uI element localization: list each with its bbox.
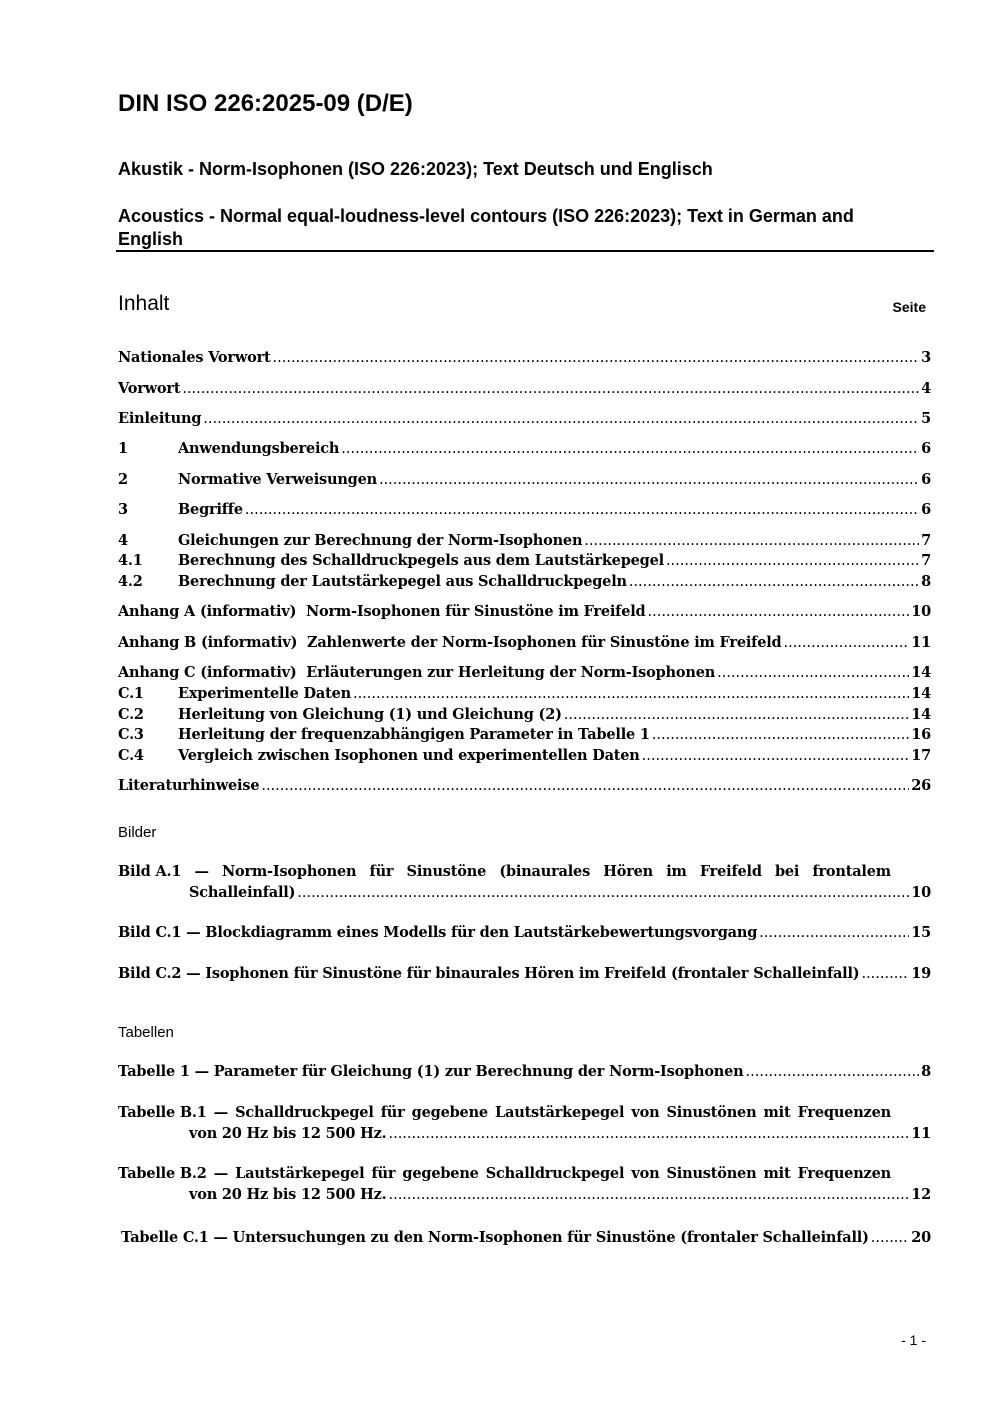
table-entry[interactable] bbox=[121, 1227, 931, 1248]
leader-dots bbox=[388, 1185, 909, 1206]
toc-entry-text: Anwendungsbereich bbox=[178, 440, 340, 457]
figure-entry[interactable] bbox=[118, 963, 931, 984]
word: (binaurales bbox=[499, 863, 591, 880]
word: Frequenzen bbox=[797, 1104, 891, 1121]
toc-entry-text: Gleichungen zur Berechnung der Norm-Isophonen bbox=[178, 532, 583, 549]
toc-entry-page: 14 bbox=[911, 706, 931, 723]
word: Frequenzen bbox=[797, 1165, 891, 1182]
word: gegebene bbox=[411, 1104, 488, 1121]
toc-entry-text: Berechnung des Schalldruckpegels aus dem Lautstärkepegel bbox=[178, 552, 664, 569]
toc-entry-text: von 20 Hz bis 12 500 Hz. bbox=[189, 1125, 387, 1142]
table-entry[interactable] bbox=[118, 1163, 931, 1206]
toc-entry-page: 5 bbox=[921, 410, 931, 427]
toc-entry[interactable] bbox=[118, 745, 931, 766]
leader-dots bbox=[273, 348, 920, 369]
word: Lautstärkepegel bbox=[495, 1104, 625, 1121]
toc-entry[interactable] bbox=[118, 662, 931, 683]
leader-dots bbox=[629, 572, 919, 593]
toc-entry-page: 6 bbox=[921, 501, 931, 518]
word: Schalldruckpegel bbox=[235, 1104, 374, 1121]
toc-entry-number: 4.2 bbox=[118, 573, 143, 590]
toc-entry[interactable] bbox=[118, 530, 931, 551]
leader-dots bbox=[759, 923, 909, 944]
toc-entry-page: 20 bbox=[911, 1229, 931, 1246]
leader-dots bbox=[297, 883, 909, 904]
toc-entry-number: 4.1 bbox=[118, 552, 143, 569]
toc-entry-number: C.2 bbox=[118, 706, 144, 723]
leader-dots bbox=[871, 1228, 909, 1249]
word: mit bbox=[763, 1104, 791, 1121]
leader-dots bbox=[648, 602, 910, 623]
toc-entry-text: Schalleinfall) bbox=[189, 884, 296, 901]
toc-entry-page: 3 bbox=[921, 349, 931, 366]
toc-entry[interactable] bbox=[118, 601, 931, 622]
toc-entry-page: 11 bbox=[911, 634, 931, 651]
entry-line-1 bbox=[118, 1102, 931, 1123]
leader-dots bbox=[746, 1062, 920, 1083]
word: für bbox=[371, 1165, 396, 1182]
toc-entry-text: Bild C.1 — Blockdiagramm eines Modells für den Lautstärkebewertungsvorgang bbox=[118, 924, 758, 941]
toc-entry-page: 17 bbox=[911, 747, 931, 764]
toc-entry-text: Herleitung der frequenzabhängigen Parameter in Tabelle 1 bbox=[178, 726, 650, 743]
title-english: Acoustics - Normal equal-loudness-level contours (ISO 226:2023); Text in German and English bbox=[118, 206, 854, 249]
toc-entry[interactable] bbox=[118, 550, 931, 571]
leader-dots bbox=[379, 470, 919, 491]
toc-entry-number: 3 bbox=[118, 501, 128, 518]
leader-dots bbox=[182, 379, 919, 400]
toc-entry-page: 7 bbox=[921, 552, 931, 569]
leader-dots bbox=[341, 439, 919, 460]
table-entry[interactable] bbox=[118, 1061, 931, 1082]
toc-entry-text: Anhang B (informativ) Zahlenwerte der Norm-Isophonen für Sinustöne im Freifeld bbox=[118, 634, 782, 651]
toc-entry-text: Literaturhinweise bbox=[118, 777, 260, 794]
word: gegebene bbox=[402, 1165, 479, 1182]
toc-entry-text: Experimentelle Daten bbox=[178, 685, 351, 702]
toc-entry[interactable] bbox=[118, 775, 931, 796]
toc-entry-page: 14 bbox=[911, 664, 931, 681]
toc-entry-text: Tabelle C.1 — Untersuchungen zu den Norm-Isophonen für Sinustöne (frontaler Schalleinfall) bbox=[121, 1229, 869, 1246]
figures-section-label: Bilder bbox=[118, 824, 157, 841]
word: im bbox=[666, 863, 687, 880]
document-title: DIN ISO 226:2025-09 (D/E) bbox=[118, 90, 413, 117]
leader-dots bbox=[203, 409, 919, 430]
toc-entry[interactable] bbox=[118, 347, 931, 368]
word: von bbox=[631, 1104, 660, 1121]
word: — bbox=[194, 863, 209, 880]
toc-entry-page: 6 bbox=[921, 440, 931, 457]
toc-entry-page: 8 bbox=[921, 573, 931, 590]
leader-dots bbox=[861, 964, 909, 985]
word: mit bbox=[763, 1165, 791, 1182]
leader-dots bbox=[666, 551, 919, 572]
word: Bild A.1 bbox=[118, 863, 182, 880]
table-entry[interactable] bbox=[118, 1102, 931, 1145]
leader-dots bbox=[261, 776, 909, 797]
toc-entry-text: von 20 Hz bis 12 500 Hz. bbox=[189, 1186, 387, 1203]
toc-entry-page: 8 bbox=[921, 1063, 931, 1080]
leader-dots bbox=[584, 531, 919, 552]
leader-dots bbox=[652, 725, 909, 746]
word: Hören bbox=[603, 863, 654, 880]
toc-entry-number: C.4 bbox=[118, 747, 144, 764]
toc-entry-text: Begriffe bbox=[178, 501, 243, 518]
toc-entry-number: 2 bbox=[118, 471, 128, 488]
toc-entry-page: 6 bbox=[921, 471, 931, 488]
entry-line-2 bbox=[118, 1184, 931, 1206]
toc-entry-page: 4 bbox=[921, 380, 931, 397]
toc-entry-page: 26 bbox=[911, 777, 931, 794]
word: frontalem bbox=[812, 863, 891, 880]
toc-entry-text: Einleitung bbox=[118, 410, 202, 427]
toc-entry-text: Anhang C (informativ) Erläuterungen zur Herleitung der Norm-Isophonen bbox=[118, 664, 716, 681]
toc-entry[interactable] bbox=[118, 704, 931, 725]
entry-line-2 bbox=[118, 882, 931, 904]
title-divider bbox=[116, 250, 934, 252]
word: Sinustönen bbox=[666, 1165, 757, 1182]
word: Sinustönen bbox=[666, 1104, 757, 1121]
word: Freifeld bbox=[699, 863, 762, 880]
toc-entry-text: Normative Verweisungen bbox=[178, 471, 377, 488]
toc-entry-text: Vorwort bbox=[118, 380, 181, 397]
leader-dots bbox=[388, 1124, 909, 1145]
word: Tabelle B.1 bbox=[118, 1104, 207, 1121]
toc-entry[interactable] bbox=[118, 632, 931, 653]
toc-entry-text: Herleitung von Gleichung (1) und Gleichung (2) bbox=[178, 706, 562, 723]
toc-entry[interactable] bbox=[118, 724, 931, 745]
toc-entry-page: 15 bbox=[911, 924, 931, 941]
word: für bbox=[380, 1104, 405, 1121]
toc-entry[interactable] bbox=[118, 378, 931, 399]
leader-dots bbox=[642, 746, 910, 767]
entry-line-1 bbox=[118, 1163, 931, 1184]
toc-entry-page: 12 bbox=[911, 1186, 931, 1203]
toc-entry-page: 10 bbox=[911, 884, 931, 901]
toc-entry-page: 19 bbox=[911, 965, 931, 982]
toc-entry-page: 14 bbox=[911, 685, 931, 702]
figure-entry[interactable] bbox=[118, 922, 931, 943]
toc-entry-page: 7 bbox=[921, 532, 931, 549]
entry-line-1 bbox=[118, 861, 931, 882]
leader-dots bbox=[717, 663, 909, 684]
word: — bbox=[213, 1165, 229, 1182]
toc-entry-number: 4 bbox=[118, 532, 128, 549]
word: Lautstärkepegel bbox=[235, 1165, 365, 1182]
toc-entry[interactable] bbox=[118, 438, 931, 459]
toc-entry-number: C.3 bbox=[118, 726, 144, 743]
toc-entry-number: 1 bbox=[118, 440, 128, 457]
leader-dots bbox=[353, 684, 909, 705]
toc-entry-text: Nationales Vorwort bbox=[118, 349, 271, 366]
toc-entry-text: Berechnung der Lautstärkepegel aus Schalldruckpegeln bbox=[178, 573, 627, 590]
title-german: Akustik - Norm-Isophonen (ISO 226:2023); Text Deutsch und Englisch bbox=[118, 159, 713, 179]
toc-entry-text: Anhang A (informativ) Norm-Isophonen für Sinustöne im Freifeld bbox=[118, 603, 646, 620]
toc-heading: Inhalt bbox=[118, 292, 170, 315]
toc-entry[interactable] bbox=[118, 499, 931, 520]
toc-entry[interactable] bbox=[118, 571, 931, 592]
toc-entry[interactable] bbox=[118, 408, 931, 429]
page-column-label: Seite bbox=[892, 299, 926, 315]
toc-entry[interactable] bbox=[118, 469, 931, 490]
word: Sinustöne bbox=[406, 863, 487, 880]
toc-entry-text: Tabelle 1 — Parameter für Gleichung (1) zur Berechnung der Norm-Isophonen bbox=[118, 1063, 744, 1080]
toc-entry-text: Vergleich zwischen Isophonen und experimentellen Daten bbox=[178, 747, 640, 764]
toc-entry-text: Bild C.2 — Isophonen für Sinustöne für binaurales Hören im Freifeld (frontaler Schalleinfall) bbox=[118, 965, 860, 982]
word: für bbox=[369, 863, 394, 880]
word: Tabelle B.2 bbox=[118, 1165, 207, 1182]
toc-entry-page: 11 bbox=[911, 1125, 931, 1142]
page-number: - 1 - bbox=[901, 1332, 926, 1348]
word: Norm-Isophonen bbox=[221, 863, 357, 880]
leader-dots bbox=[783, 633, 909, 654]
leader-dots bbox=[564, 705, 909, 726]
word: von bbox=[631, 1165, 660, 1182]
toc-entry[interactable] bbox=[118, 683, 931, 704]
tables-section-label: Tabellen bbox=[118, 1024, 174, 1041]
toc-entry-page: 16 bbox=[911, 726, 931, 743]
toc-entry-page: 10 bbox=[911, 603, 931, 620]
word: Schalldruckpegel bbox=[485, 1165, 625, 1182]
leader-dots bbox=[245, 500, 919, 521]
entry-line-2 bbox=[118, 1123, 931, 1145]
figure-entry[interactable] bbox=[118, 861, 931, 904]
word: — bbox=[213, 1104, 229, 1121]
word: bei bbox=[774, 863, 800, 880]
toc-entry-number: C.1 bbox=[118, 685, 144, 702]
